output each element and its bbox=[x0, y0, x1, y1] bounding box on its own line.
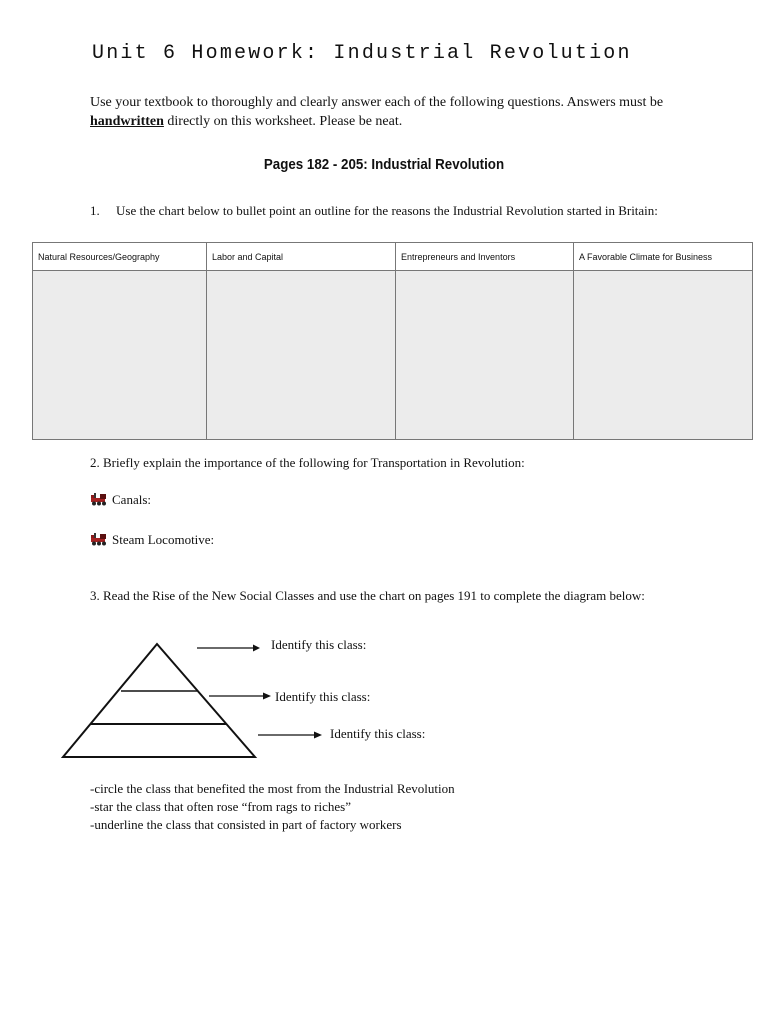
steam-train-icon bbox=[90, 492, 108, 506]
reasons-table bbox=[32, 242, 753, 440]
arrow-right-icon bbox=[207, 691, 277, 701]
instruction-line: -star the class that often rose “from rags to riches” bbox=[90, 799, 351, 814]
question-1 bbox=[90, 202, 690, 219]
intro-text-start: Use your textbook to thoroughly and clearly answer each of the following questions. Answers must be bbox=[90, 95, 664, 110]
transport-item-locomotive bbox=[90, 531, 214, 548]
question-1-number: 1. bbox=[90, 203, 100, 218]
diagram-instructions bbox=[90, 780, 455, 834]
intro-text-end: directly on this worksheet. Please be neat. bbox=[163, 114, 403, 129]
reasons-table-header-row bbox=[33, 243, 753, 271]
question-1-text: Use the chart below to bullet point an outline for the reasons the Industrial Revolution started in Britain: bbox=[116, 203, 658, 218]
answer-cell-labor[interactable] bbox=[207, 271, 396, 440]
instruction-line: -underline the class that consisted in part of factory workers bbox=[90, 817, 402, 832]
intro-emphasis: handwritten bbox=[90, 114, 164, 129]
identify-class-middle: Identify this class: bbox=[275, 689, 371, 704]
question-3-text: 3. Read the Rise of the New Social Classes and use the chart on pages 191 to complete the diagram below: bbox=[90, 588, 645, 603]
answer-cell-entrepreneurs[interactable] bbox=[396, 271, 574, 440]
intro-paragraph bbox=[90, 93, 690, 131]
question-2-text: 2. Briefly explain the importance of the following for Transportation in Revolution: bbox=[90, 455, 525, 470]
section-heading: Pages 182 - 205: Industrial Revolution bbox=[263, 157, 505, 173]
column-header-resources: Natural Resources/Geography bbox=[33, 243, 207, 271]
column-header-business-climate: A Favorable Climate for Business bbox=[574, 243, 753, 271]
column-header-labor: Labor and Capital bbox=[207, 243, 396, 271]
instruction-line: -circle the class that benefited the most from the Industrial Revolution bbox=[90, 781, 455, 796]
page-title: Unit 6 Homework: Industrial Revolution bbox=[92, 42, 632, 65]
transport-item-label: Steam Locomotive: bbox=[112, 532, 215, 547]
reasons-table-answer-row bbox=[33, 271, 753, 440]
answer-cell-business-climate[interactable] bbox=[574, 271, 753, 440]
steam-train-icon bbox=[90, 532, 108, 546]
transport-item-label: Canals: bbox=[112, 492, 151, 507]
column-header-entrepreneurs: Entrepreneurs and Inventors bbox=[396, 243, 574, 271]
arrow-right-icon bbox=[195, 643, 265, 653]
arrow-right-icon bbox=[256, 730, 326, 740]
transport-item-canals bbox=[90, 491, 151, 508]
answer-cell-resources[interactable] bbox=[33, 271, 207, 440]
identify-class-bottom: Identify this class: bbox=[330, 726, 426, 741]
identify-class-top: Identify this class: bbox=[271, 637, 367, 652]
